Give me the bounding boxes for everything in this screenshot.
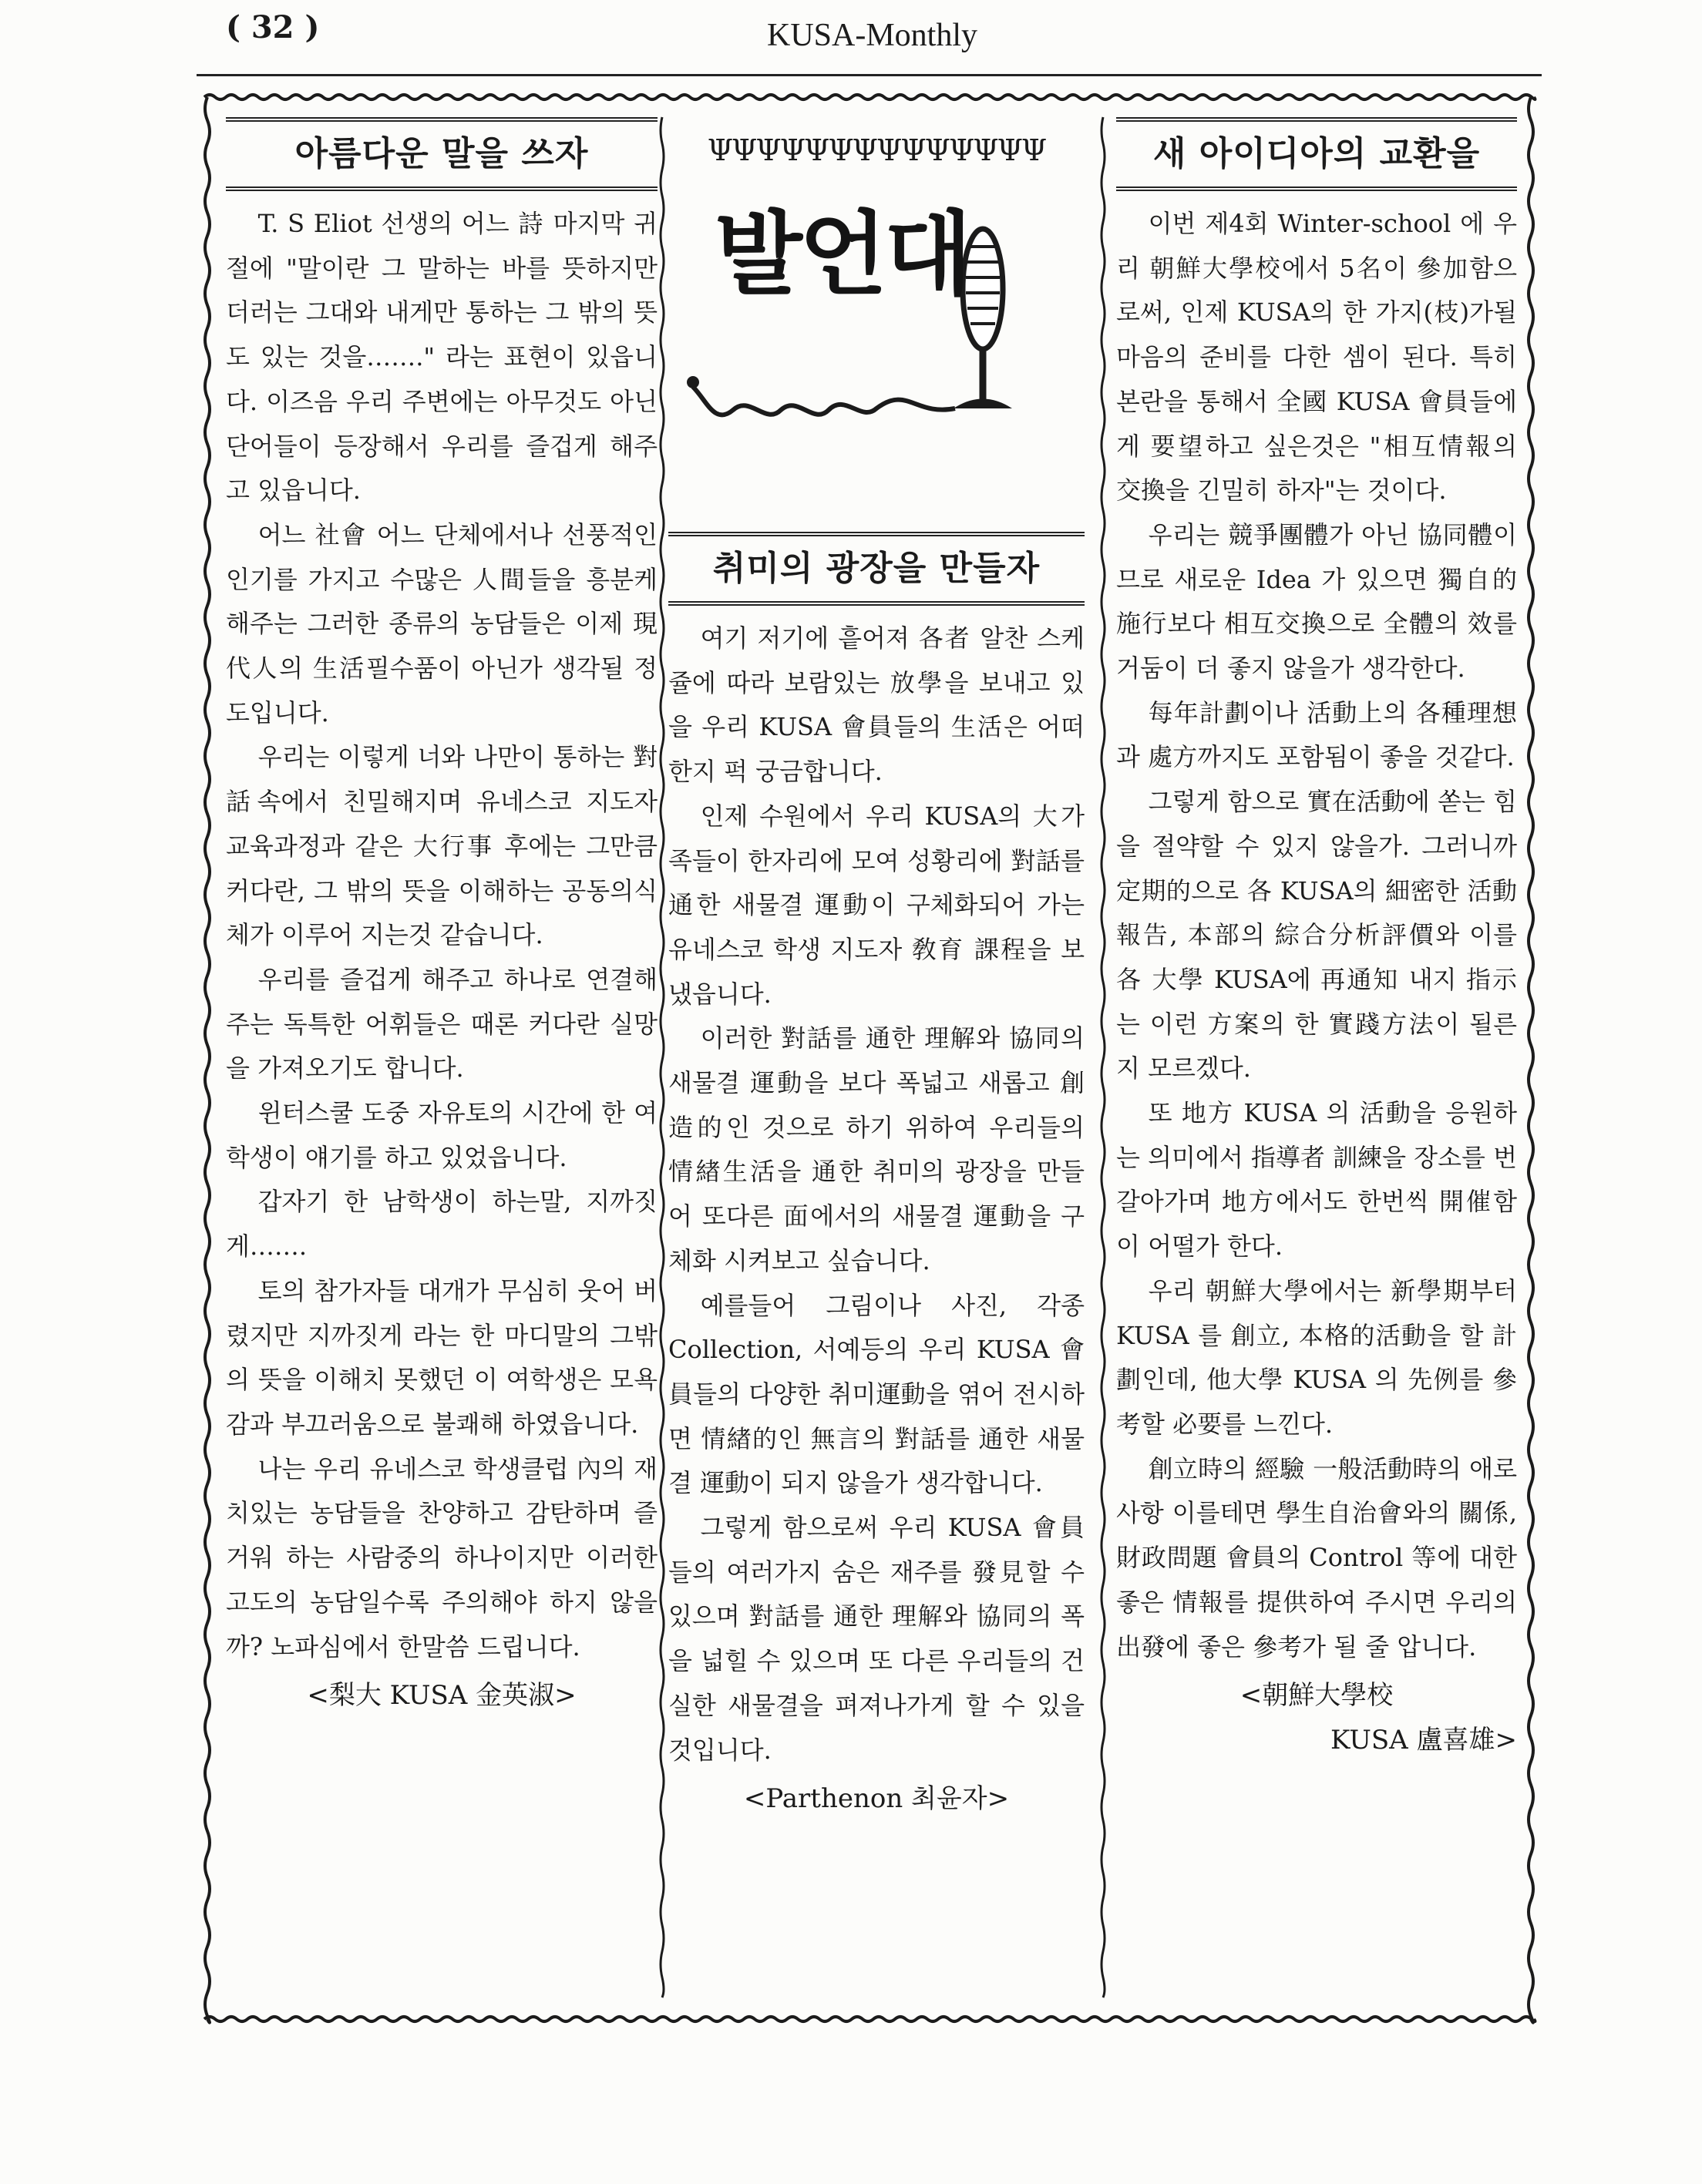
- paragraph: 創立時의 經驗 一般活動時의 애로사항 이를테면 學生自治會와의 關係, 財政問題 會員의 Control 等에 대한 좋은 情報를 提供하여 주시면 우리의 出發에 좋은 參考가 될 줄 압니다.: [1116, 1453, 1517, 1662]
- paragraph: 우리를 즐겁게 해주고 하나로 연결해 주는 독특한 어휘들은 때론 커다란 실망을 가져오기도 합니다.: [226, 964, 658, 1084]
- paragraph: 우리 朝鮮大學에서는 新學期부터 KUSA 를 創立, 本格的活動을 할 計劃인데, 他大學 KUSA 의 先例를 參考할 必要를 느낀다.: [1116, 1275, 1517, 1439]
- paragraph: 이러한 對話를 通한 理解와 協同의 새물결 運動을 보다 폭넓고 새롭고 創造的인 것으로 하기 위하여 우리들의 情緖生活을 通한 취미의 광장을 만들어 또다른 面에서의 새물결 運動을 구체화 시켜보고 싶습니다.: [668, 1023, 1085, 1275]
- article-column-1: [226, 117, 658, 1719]
- article-title: 취미의 광장을 만들자: [668, 532, 1085, 606]
- header-rule: [197, 74, 1542, 76]
- ornamental-frame: [197, 86, 1542, 2030]
- article-title: 아름다운 말을 쓰자: [226, 117, 658, 191]
- article-column-3: [1116, 117, 1517, 1763]
- article-title: 새 아이디아의 교환을: [1116, 117, 1517, 191]
- paragraph: 인제 수원에서 우리 KUSA의 大가족들이 한자리에 모여 성황리에 對話를 通한 새물결 運動이 구체화되어 가는 유네스코 학생 지도자 敎育 課程을 보냈읍니다.: [668, 801, 1085, 1009]
- paragraph: 토의 참가자들 대개가 무심히 웃어 버렸지만 지까짓게 라는 한 마디말의 그밖의 뜻을 이해치 못했던 이 여학생은 모욕감과 부끄러움으로 불쾌해 하였읍니다.: [226, 1275, 658, 1439]
- paragraph: 예를들어 그림이나 사진, 각종 Collection, 서예등의 우리 KUSA 會員들의 다양한 취미運動을 엮어 전시하면 情緖的인 無言의 對話를 通한 새물결 運動이 되지 않을가 생각합니다.: [668, 1290, 1085, 1498]
- paragraph: 나는 우리 유네스코 학생클럽 內의 재치있는 농담들을 찬양하고 감탄하며 즐거워 하는 사람중의 하나이지만 이러한 고도의 농담일수록 주의해야 하지 않을까? 노파심에서 한말씀 드립니다.: [226, 1453, 658, 1662]
- paragraph: 우리는 이렇게 너와 나만이 통하는 對話속에서 친밀해지며 유네스코 지도자 교육과정과 같은 大行事 후에는 그만큼 커다란, 그 밖의 뜻을 이해하는 공동의식체가 이루어 지는것 같습니다.: [226, 742, 658, 950]
- speaker-corner-logo: [668, 200, 1085, 524]
- paragraph: T. S Eliot 선생의 어느 詩 마지막 귀절에 "말이란 그 말하는 바를 뜻하지만 더러는 그대와 내게만 통하는 그 밖의 뜻도 있는 것을……." 라는 표현이 있읍니다. 이즈음 우리 주변에는 아무것도 아닌 단어들이 등장해서 우리를 즐겁게 해주고 있읍니다.: [226, 209, 658, 506]
- paragraph: 갑자기 한 남학생이 하는말, 지까짓게…….: [226, 1187, 658, 1262]
- paragraph: 여기 저기에 흩어져 各者 알찬 스케쥴에 따라 보람있는 放學을 보내고 있을 우리 KUSA 會員들의 生活은 어떠한지 퍽 궁금합니다.: [668, 623, 1085, 787]
- paragraph: 우리는 競爭團體가 아닌 協同體이므로 새로운 Idea 가 있으면 獨自的施行보다 相互交換으로 全體의 效를 거둠이 더 좋지 않을가 생각한다.: [1116, 519, 1517, 684]
- author-signature-affiliation: <朝鮮大學校: [1240, 1680, 1394, 1712]
- paragraph: 그렇게 함으로 實在活動에 쏟는 힘을 절약할 수 있지 않을가. 그러니까 定期的으로 各 KUSA의 細密한 活動報告, 本部의 綜合分析評價와 이를 各 大學 KUSA에 再通知 내지 指示는 이런 方案의 한 實踐方法이 될른지 모르겠다.: [1116, 787, 1517, 1084]
- author-signature: <Parthenon 최윤자>: [743, 1783, 1010, 1815]
- paragraph: 또 地方 KUSA 의 活動을 응원하는 의미에서 指導者 訓練을 장소를 번갈아가며 地方에서도 한번씩 開催함이 어떨가 한다.: [1116, 1098, 1517, 1262]
- paragraph: 윈터스쿨 도중 자유토의 시간에 한 여학생이 얘기를 하고 있었읍니다.: [226, 1098, 658, 1172]
- paragraph: 이번 제4회 Winter-school 에 우리 朝鮮大學校에서 5名이 參加함으로써, 인제 KUSA의 한 가지(枝)가될 마음의 준비를 다한 셈이 된다. 특히 본란을 통해서 全國 KUSA 會員들에게 要望하고 싶은것은 "相互情報의 交換을 긴밀히 하자"는 것이다.: [1116, 209, 1517, 506]
- page-number: ( 32 ): [226, 9, 320, 45]
- paragraph: 어느 社會 어느 단체에서나 선풍적인 인기를 가지고 수많은 人間들을 흥분케 해주는 그러한 종류의 농담들은 이제 現代人의 生活필수품이 아닌가 생각될 정도입니다.: [226, 519, 658, 727]
- author-signature-name: KUSA 盧喜雄>: [1330, 1724, 1517, 1756]
- logo-title: 발언대: [715, 201, 969, 307]
- article-column-2: [668, 117, 1085, 1822]
- magazine-title: KUSA-Monthly: [767, 18, 978, 53]
- paragraph: 每年計劃이나 活動上의 各種理想과 處方까지도 포함됨이 좋을 것같다.: [1116, 697, 1517, 772]
- author-signature: <梨大 KUSA 金英淑>: [307, 1680, 577, 1712]
- paragraph: 그렇게 함으로써 우리 KUSA 會員들의 여러가지 숨은 재주를 發見할 수 있으며 對話를 通한 理解와 協同의 폭을 넓힐 수 있으며 또 다른 우리들의 건실한 새물결을 펴져나가게 할 수 있을 것입니다.: [668, 1513, 1085, 1765]
- plant-ornament-row: ΨΨΨΨΨΨΨΨΨΨΨΨΨΨ: [707, 133, 1046, 167]
- page-header: [197, 0, 1542, 62]
